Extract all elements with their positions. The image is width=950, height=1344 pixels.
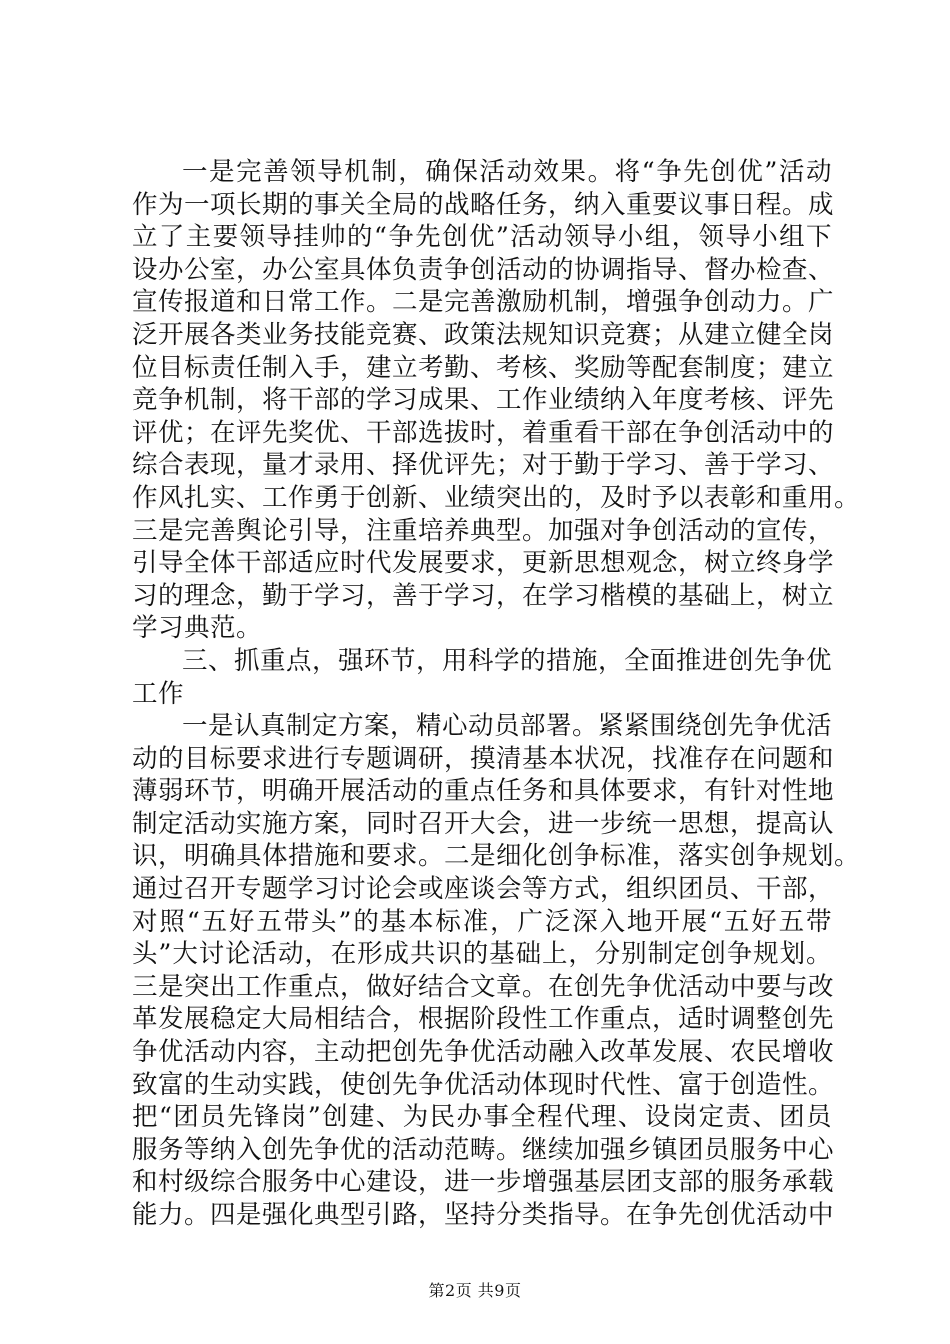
text-line: 一是认真制定方案，精心动员部署。紧紧围绕创先争优活 bbox=[182, 711, 833, 742]
document-body bbox=[132, 156, 861, 1232]
text-line: 制定活动实施方案，同时召开大会，进一步统一思想，提高认 bbox=[132, 808, 835, 839]
text-line: 动的目标要求进行专题调研，摸清基本状况，找准存在问题和 bbox=[132, 743, 835, 774]
text-line: 革发展稳定大局相结合，根据阶段性工作重点，适时调整创先 bbox=[132, 1004, 835, 1035]
text-line: 致富的生动实践，使创先争优活动体现时代性、富于创造性。 bbox=[132, 1069, 835, 1100]
text-line: 学习典范。 bbox=[132, 613, 263, 644]
text-line: 服务等纳入创先争优的活动范畴。继续加强乡镇团员服务中心 bbox=[132, 1134, 835, 1165]
text-line: 能力。四是强化典型引路，坚持分类指导。在争先创优活动中 bbox=[132, 1200, 835, 1230]
text-line: 争优活动内容，主动把创先争优活动融入改革发展、农民增收 bbox=[132, 1037, 835, 1068]
text-line: 作为一项长期的事关全局的战略任务，纳入重要议事日程。成 bbox=[132, 189, 835, 220]
text-line: 竞争机制，将干部的学习成果、工作业绩纳入年度考核、评先 bbox=[132, 385, 835, 416]
page-footer: 第2页 共9页 bbox=[428, 1281, 522, 1300]
text-line: 引导全体干部适应时代发展要求，更新思想观念，树立终身学 bbox=[132, 548, 835, 579]
text-line: 设办公室，办公室具体负责争创活动的协调指导、督办检查、 bbox=[132, 254, 835, 285]
text-line: 评优；在评先奖优、干部选拔时，着重看干部在争创活动中的 bbox=[132, 417, 835, 448]
text-line: 一是完善领导机制，确保活动效果。将“争先创优”活动 bbox=[182, 157, 832, 187]
text-line: 三是完善舆论引导，注重培养典型。加强对争创活动的宣传， bbox=[132, 515, 835, 546]
text-line: 薄弱环节，明确开展活动的重点任务和具体要求，有针对性地 bbox=[132, 776, 835, 807]
text-line: 对照“五好五带头”的基本标准，广泛深入地开展“五好五带 bbox=[132, 906, 832, 937]
text-line: 识，明确具体措施和要求。二是细化创争标准，落实创争规划。 bbox=[132, 841, 861, 872]
text-line: 头”大讨论活动，在形成共识的基础上，分别制定创争规划。 bbox=[132, 939, 832, 970]
text-line: 把“团员先锋岗”创建、为民办事全程代理、设岗定责、团员 bbox=[132, 1102, 832, 1133]
text-line: 和村级综合服务中心建设，进一步增强基层团支部的服务承载 bbox=[132, 1167, 835, 1198]
text-line: 三是突出工作重点，做好结合文章。在创先争优活动中要与改 bbox=[132, 971, 835, 1002]
text-line: 三、抓重点，强环节，用科学的措施，全面推进创先争优 bbox=[182, 645, 833, 676]
text-line: 习的理念，勤于学习，善于学习，在学习楷模的基础上，树立 bbox=[132, 580, 835, 611]
text-line: 作风扎实、工作勇于创新、业绩突出的，及时予以表彰和重用。 bbox=[132, 482, 861, 513]
text-line: 宣传报道和日常工作。二是完善激励机制，增强争创动力。广 bbox=[132, 287, 835, 318]
text-line: 位目标责任制入手，建立考勤、考核、奖励等配套制度；建立 bbox=[132, 352, 835, 383]
text-line: 综合表现，量才录用、择优评先；对于勤于学习、善于学习、 bbox=[132, 450, 835, 481]
text-line: 工作 bbox=[132, 678, 185, 709]
text-line: 泛开展各类业务技能竞赛、政策法规知识竞赛；从建立健全岗 bbox=[132, 319, 835, 350]
text-line: 通过召开专题学习讨论会或座谈会等方式，组织团员、干部， bbox=[132, 874, 835, 905]
text-line: 立了主要领导挂帅的“争先创优”活动领导小组，领导小组下 bbox=[132, 222, 832, 253]
